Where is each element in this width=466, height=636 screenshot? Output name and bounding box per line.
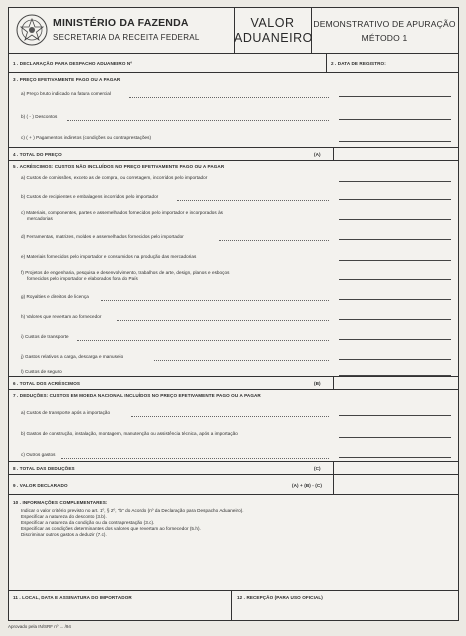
- form-header: [9, 8, 458, 54]
- dot-leader: [154, 360, 329, 361]
- form-title-block: [234, 8, 312, 53]
- answer-field-3c[interactable]: [339, 141, 451, 142]
- answer-field-7a[interactable]: [339, 415, 451, 416]
- dot-leader: [177, 200, 329, 201]
- signature-row: [9, 591, 458, 620]
- section-5-additions: [9, 161, 458, 377]
- section-4-label: 4 . TOTAL DO PREÇO: [13, 152, 62, 157]
- answer-field-5b[interactable]: [339, 199, 451, 200]
- answer-field-7c[interactable]: [339, 457, 451, 458]
- info-line-3: Especificar a natureza da condição ou da contraprestação (3.c).: [21, 520, 155, 525]
- answer-field-5h[interactable]: [339, 319, 451, 320]
- answer-field-5a[interactable]: [339, 181, 451, 182]
- answer-field-7b[interactable]: [339, 437, 451, 438]
- info-line-4: Especificar as condições determinantes dos valores que revertam ao fornecedor (5.h).: [21, 526, 201, 531]
- item-5l: l) Custos de seguro: [21, 369, 62, 374]
- item-5d: d) Ferramentas, matrizes, moldes e assemelhados fornecidos pelo importador: [21, 234, 184, 239]
- info-line-1: Indicar o valor critério previsto no art. 1º, § 2º, "b" do Acordo (nº da Declaração para Despacho Aduaneiro).: [21, 508, 244, 513]
- item-5f: f) Projetos de engenharia, pesquisa e desenvolvimento, trabalhos de arte, design, planos e esboços: [21, 270, 230, 275]
- info-line-5: Discriminar outros gastos a deduzir (7.c).: [21, 532, 107, 537]
- section-9-declared-value: [9, 475, 458, 495]
- section-5-label: 5 . ACRÉSCIMOS: CUSTOS NÃO INCLUÍDOS NO PREÇO EFETIVAMENTE PAGO OU A PAGAR: [13, 164, 225, 169]
- section-4-total-price: [9, 148, 458, 161]
- section-6-tag: (B): [314, 381, 321, 386]
- answer-field-5l[interactable]: [339, 375, 451, 376]
- form-title-line1: VALOR: [250, 16, 295, 30]
- section-1-declaration: [9, 53, 458, 73]
- item-5a: a) Custos de comissões, exceto as de compra, ou corretagem, incorridos pelo importador: [21, 175, 208, 180]
- dot-leader: [77, 340, 329, 341]
- section-10-label: 10 . INFORMAÇÕES COMPLEMENTARES:: [13, 500, 108, 505]
- item-5e: e) Materiais fornecidos pelo importador e consumidos na produção das mercadorias: [21, 254, 197, 259]
- section-10-additional-info: [9, 495, 458, 591]
- section-6-label: 6 . TOTAL DOS ACRÉSCIMOS: [13, 381, 81, 386]
- secretaria-name: SECRETARIA DA RECEITA FEDERAL: [53, 33, 200, 42]
- item-7c: c) Outros gastos: [21, 452, 56, 457]
- item-5b: b) Custos de recipientes e embalagens incorridos pelo importador: [21, 194, 159, 199]
- item-3c: c) ( + ) Pagamentos indiretos (condições ou contraprestações): [21, 135, 152, 140]
- section-8-total-deductions: [9, 462, 458, 475]
- item-5i: i) Custos de transporte: [21, 334, 69, 339]
- answer-field-3a[interactable]: [339, 96, 451, 97]
- ministry-block: [9, 8, 235, 53]
- info-line-2: Especificar a natureza do desconto (3.b).: [21, 514, 107, 519]
- section-9-label: 9 . VALOR DECLARADO: [13, 483, 68, 488]
- dot-leader: [101, 300, 329, 301]
- answer-field-5c[interactable]: [339, 219, 451, 220]
- dot-leader: [117, 320, 329, 321]
- item-3a: a) Preço bruto indicado na fatura comercial: [21, 91, 111, 96]
- divider: [333, 377, 334, 389]
- item-5f-cont: fornecidos pelo importador e elaborados fora do País: [27, 276, 138, 281]
- customs-value-form: [8, 7, 459, 621]
- dot-leader: [61, 458, 329, 459]
- item-5c-cont: mercadorias: [27, 216, 53, 221]
- section-12-label: 12 . RECEPÇÃO (PARA USO OFICIAL): [237, 595, 323, 600]
- coat-of-arms-icon: [15, 13, 49, 47]
- section-7-deductions: [9, 390, 458, 462]
- ministry-name: MINISTÉRIO DA FAZENDA: [53, 17, 189, 29]
- answer-field-5d[interactable]: [339, 239, 451, 240]
- answer-field-5j[interactable]: [339, 359, 451, 360]
- form-subtitle: [311, 17, 458, 45]
- section-9-tag: (A) + (B) - (C): [292, 483, 322, 488]
- section-11-label: 11 . LOCAL, DATA E ASSINATURA DO IMPORTADOR: [13, 595, 132, 600]
- section-3-price: [9, 73, 458, 148]
- answer-field-3b[interactable]: [339, 119, 451, 120]
- form-subtitle-line1: DEMONSTRATIVO DE APURAÇÃO: [313, 19, 456, 29]
- section-3-label: 3 . PREÇO EFETIVAMENTE PAGO OU A PAGAR: [13, 77, 121, 82]
- dot-leader: [67, 120, 329, 121]
- declaration-number-label: 1 . DECLARAÇÃO PARA DESPACHO ADUANEIRO Nº: [13, 61, 133, 66]
- section-4-tag: (A): [314, 152, 321, 157]
- divider: [333, 475, 334, 494]
- section-6-total-additions: [9, 377, 458, 390]
- dot-leader: [131, 416, 329, 417]
- item-5j: j) Gastos relativos a carga, descarga e manuseio: [21, 354, 124, 359]
- answer-field-5e[interactable]: [339, 260, 451, 261]
- item-7b: b) Gastos de construção, instalação, montagem, manutenção ou assistência técnica, após a importação: [21, 431, 238, 436]
- item-7a: a) Custos de transporte após a importação: [21, 410, 111, 415]
- answer-field-5f[interactable]: [339, 279, 451, 280]
- form-subtitle-line2: MÉTODO 1: [361, 33, 408, 43]
- item-5h: h) Valores que revertam ao fornecedor: [21, 314, 102, 319]
- form-title-line2: ADUANEIRO: [234, 31, 313, 45]
- item-5g: g) Royalties e direitos de licença: [21, 294, 89, 299]
- registration-date-label: 2 . DATA DE REGISTRO:: [331, 61, 386, 66]
- form-subtitle-block: [311, 8, 458, 53]
- form-title: [234, 16, 311, 46]
- item-5c: c) Materiais, componentes, partes e assemelhados fornecidos pelo importador e incorporados às: [21, 210, 224, 215]
- answer-field-5i[interactable]: [339, 339, 451, 340]
- item-3b: b) ( - ) Descontos: [21, 114, 58, 119]
- dot-leader: [219, 240, 329, 241]
- divider: [231, 591, 232, 620]
- dot-leader: [129, 97, 329, 98]
- answer-field-5g[interactable]: [339, 299, 451, 300]
- divider: [333, 148, 334, 160]
- divider: [326, 53, 327, 72]
- divider: [333, 462, 334, 474]
- section-8-label: 8 . TOTAL DAS DEDUÇÕES: [13, 466, 75, 471]
- section-8-tag: (C): [314, 466, 321, 471]
- form-footer: Aprovado pela IN/SRF nº ... /94: [8, 624, 71, 629]
- section-7-label: 7 . DEDUÇÕES: CUSTOS EM MOEDA NACIONAL INCLUÍDOS NO PREÇO EFETIVAMENTE PAGO OU A PAGAR: [13, 393, 261, 398]
